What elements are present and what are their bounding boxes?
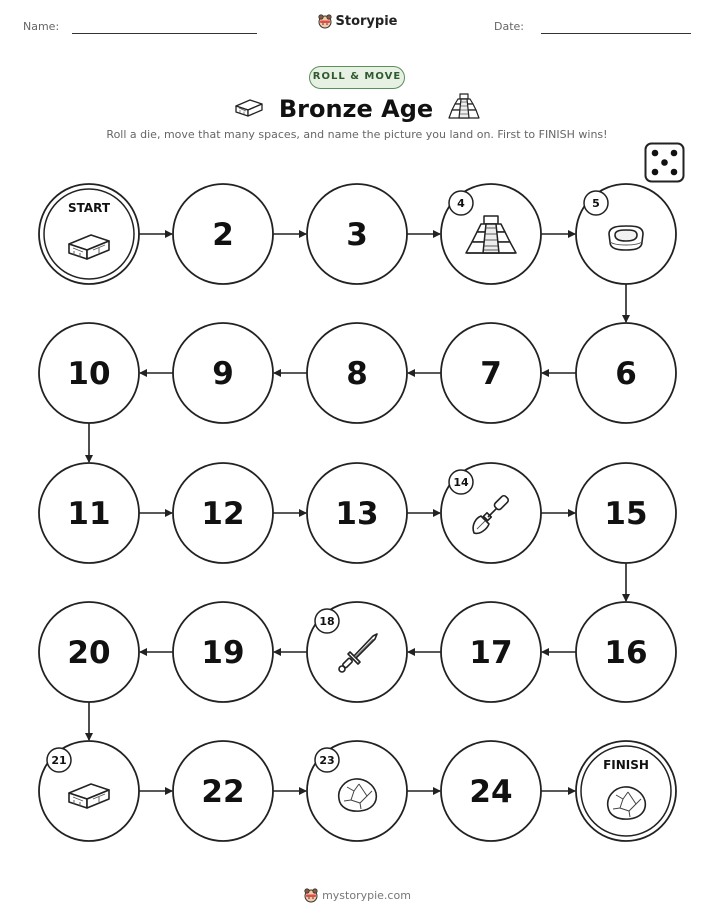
- game-type-badge: ROLL & MOVE: [309, 66, 405, 89]
- space-4[interactable]: [441, 184, 541, 284]
- clay-pot-icon: [609, 226, 643, 250]
- rock-icon: [339, 779, 377, 811]
- board-spaces: [39, 184, 676, 841]
- space-17[interactable]: [441, 602, 541, 702]
- rock-icon: [608, 787, 646, 819]
- page-title: Bronze Age: [278, 95, 434, 123]
- space-7[interactable]: [441, 323, 541, 423]
- space-label: START: [67, 201, 111, 215]
- space-number: 19: [201, 635, 245, 671]
- space-start[interactable]: [39, 184, 139, 284]
- space-number: 21: [51, 754, 67, 767]
- space-5[interactable]: [576, 184, 676, 284]
- space-number: 12: [201, 496, 245, 532]
- space-number: 13: [335, 496, 379, 532]
- space-11[interactable]: [39, 463, 139, 563]
- space-number: 22: [201, 774, 245, 810]
- space-8[interactable]: [307, 323, 407, 423]
- space-number: 17: [469, 635, 513, 671]
- space-number: 9: [212, 356, 234, 392]
- space-number: 7: [480, 356, 502, 392]
- space-18[interactable]: [307, 602, 407, 702]
- space-number: 10: [67, 356, 111, 392]
- space-3[interactable]: [307, 184, 407, 284]
- space-15[interactable]: [576, 463, 676, 563]
- space-14[interactable]: [441, 463, 541, 563]
- space-21[interactable]: [39, 741, 139, 841]
- space-number: 16: [604, 635, 648, 671]
- space-number: 8: [346, 356, 368, 392]
- space-number: 5: [592, 197, 600, 210]
- space-24[interactable]: [441, 741, 541, 841]
- space-number: 11: [67, 496, 111, 532]
- space-number: 6: [615, 356, 637, 392]
- space-13[interactable]: [307, 463, 407, 563]
- space-19[interactable]: [173, 602, 273, 702]
- space-number: 2: [212, 217, 234, 253]
- space-10[interactable]: [39, 323, 139, 423]
- space-number: 24: [469, 774, 513, 810]
- space-number: 18: [319, 615, 335, 628]
- footer-url: mystorypie.com: [322, 889, 411, 902]
- space-6[interactable]: [576, 323, 676, 423]
- date-label: Date:: [494, 20, 524, 33]
- name-label: Name:: [23, 20, 60, 33]
- space-number: 4: [457, 197, 465, 210]
- space-23[interactable]: [307, 741, 407, 841]
- space-number: 14: [453, 476, 469, 489]
- space-finish[interactable]: [576, 741, 676, 841]
- space-12[interactable]: [173, 463, 273, 563]
- space-22[interactable]: [173, 741, 273, 841]
- storypie-logo-icon: [303, 887, 319, 906]
- space-9[interactable]: [173, 323, 273, 423]
- space-16[interactable]: [576, 602, 676, 702]
- footer: [0, 887, 714, 906]
- space-number: 20: [67, 635, 111, 671]
- space-number: 23: [319, 754, 335, 767]
- space-number: 3: [346, 217, 368, 253]
- space-circle: [39, 184, 139, 284]
- space-number: 15: [604, 496, 648, 532]
- space-label: FINISH: [603, 758, 649, 772]
- space-2[interactable]: [173, 184, 273, 284]
- space-20[interactable]: [39, 602, 139, 702]
- instructions: Roll a die, move that many spaces, and name the picture you land on. First to FINISH wins!: [106, 128, 608, 141]
- brand-name: Storypie: [335, 14, 398, 29]
